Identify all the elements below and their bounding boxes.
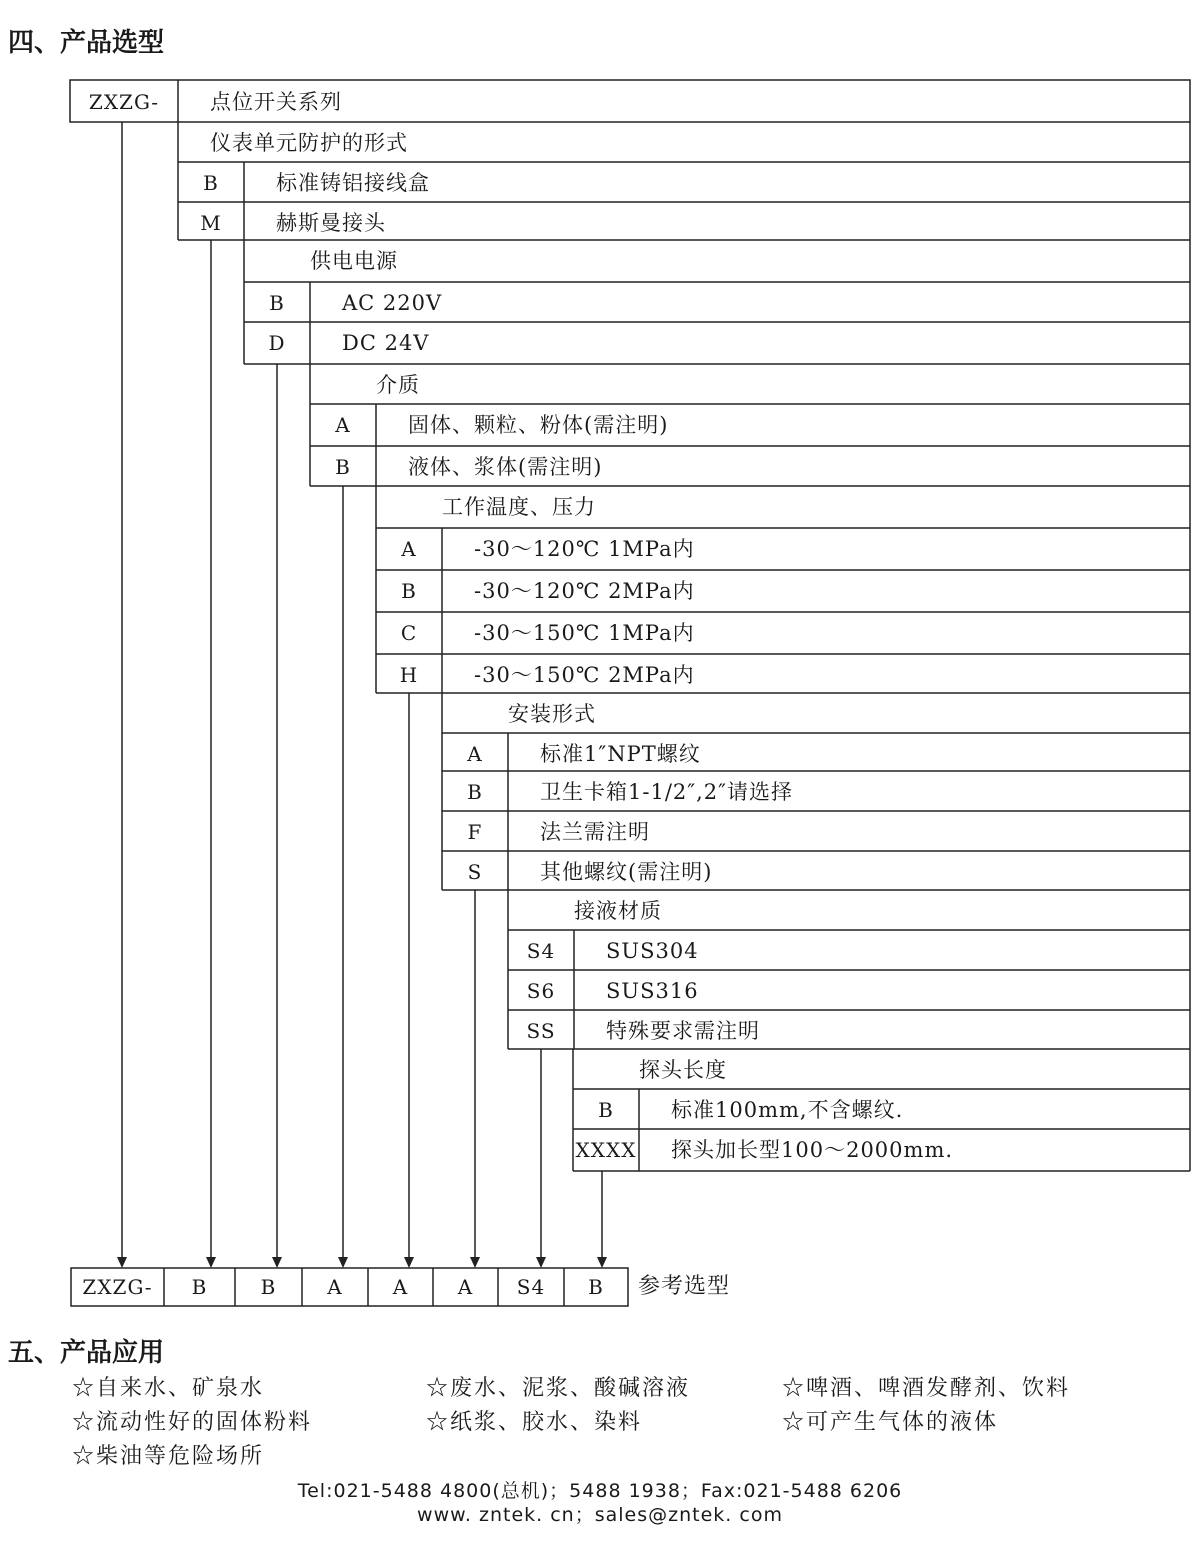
option-label: 其他螺纹(需注明): [540, 860, 713, 884]
group-title: 供电电源: [310, 249, 398, 273]
option-code: D: [268, 331, 286, 355]
reference-cell: ZXZG-: [82, 1275, 153, 1299]
option-code: S4: [526, 939, 556, 963]
option-code: A: [401, 537, 417, 561]
group-title: 仪表单元防护的形式: [210, 131, 408, 155]
contact-phone-line: Tel:021-5488 4800(总机)；5488 1938；Fax:021-5488 6206: [297, 1480, 903, 1502]
option-label: AC 220V: [342, 291, 443, 315]
option-code: SS: [526, 1019, 556, 1043]
option-label: 标准1″NPT螺纹: [540, 742, 701, 766]
option-label: 特殊要求需注明: [606, 1019, 760, 1043]
arrow-head: [206, 1257, 216, 1268]
group-title: 工作温度、压力: [442, 495, 596, 519]
option-code: B: [269, 291, 285, 315]
option-label: DC 24V: [342, 331, 430, 355]
group-title: 探头长度: [639, 1058, 727, 1082]
reference-cell: A: [327, 1275, 343, 1299]
option-label: SUS316: [606, 979, 699, 1003]
option-label: SUS304: [606, 939, 699, 963]
option-label: -30～150℃ 1MPa内: [474, 621, 695, 645]
application-item: ☆流动性好的固体粉料: [72, 1410, 313, 1435]
arrow-head: [536, 1257, 546, 1268]
group-title: 介质: [376, 373, 420, 397]
section-title-product-selection: 四、产品选型: [8, 28, 165, 58]
arrow-head: [404, 1257, 414, 1268]
series-name: 点位开关系列: [210, 90, 342, 114]
reference-cell: A: [457, 1275, 474, 1299]
application-item: ☆废水、泥浆、酸碱溶液: [426, 1376, 691, 1401]
option-code: B: [203, 171, 219, 195]
option-code: A: [335, 413, 351, 437]
reference-cell: B: [191, 1275, 208, 1299]
section-title-applications: 五、产品应用: [8, 1338, 165, 1368]
group-title: 安装形式: [508, 702, 596, 726]
option-code: S: [467, 860, 483, 884]
reference-cell: A: [392, 1275, 409, 1299]
reference-cell: S4: [516, 1275, 546, 1299]
option-code: B: [401, 579, 417, 603]
arrow-head: [470, 1257, 480, 1268]
option-label: 法兰需注明: [540, 820, 650, 844]
option-code: B: [467, 780, 483, 804]
arrow-head: [272, 1257, 282, 1268]
arrow-head: [117, 1257, 127, 1268]
option-label: 固体、颗粒、粉体(需注明): [408, 413, 669, 437]
reference-cell: B: [588, 1275, 604, 1299]
option-label: 标准100mm,不含螺纹.: [671, 1098, 904, 1122]
application-item: ☆柴油等危险场所: [72, 1444, 265, 1469]
option-label: 卫生卡箱1-1/2″,2″请选择: [540, 780, 793, 804]
application-item: ☆啤酒、啤酒发酵剂、饮料: [782, 1376, 1071, 1401]
option-label: 赫斯曼接头: [276, 211, 386, 235]
option-code: B: [335, 455, 351, 479]
application-item: ☆纸浆、胶水、染料: [426, 1410, 643, 1435]
option-label: 液体、浆体(需注明): [408, 455, 603, 479]
reference-label: 参考选型: [638, 1274, 731, 1299]
application-item: ☆自来水、矿泉水: [72, 1376, 265, 1401]
option-label: -30～120℃ 2MPa内: [474, 579, 695, 603]
arrow-head: [338, 1257, 348, 1268]
group-title: 接液材质: [574, 899, 662, 923]
option-label: 探头加长型100～2000mm.: [671, 1138, 954, 1162]
option-label: -30～120℃ 1MPa内: [474, 537, 695, 561]
option-code: C: [400, 621, 418, 645]
option-label: -30～150℃ 2MPa内: [474, 663, 695, 687]
application-item: ☆可产生气体的液体: [782, 1410, 999, 1435]
option-code: B: [598, 1098, 614, 1122]
reference-cell: B: [260, 1275, 277, 1299]
option-code: M: [200, 211, 222, 235]
option-code: A: [467, 742, 483, 766]
option-code: S6: [526, 979, 556, 1003]
option-label: 标准铸铝接线盒: [276, 171, 430, 195]
contact-web-line: www. zntek. cn；sales@zntek. com: [417, 1504, 783, 1526]
series-prefix-code: ZXZG-: [88, 90, 160, 114]
arrow-head: [597, 1257, 607, 1268]
option-code: H: [399, 663, 419, 687]
option-code: F: [467, 820, 483, 844]
option-code: XXXX: [575, 1138, 637, 1162]
